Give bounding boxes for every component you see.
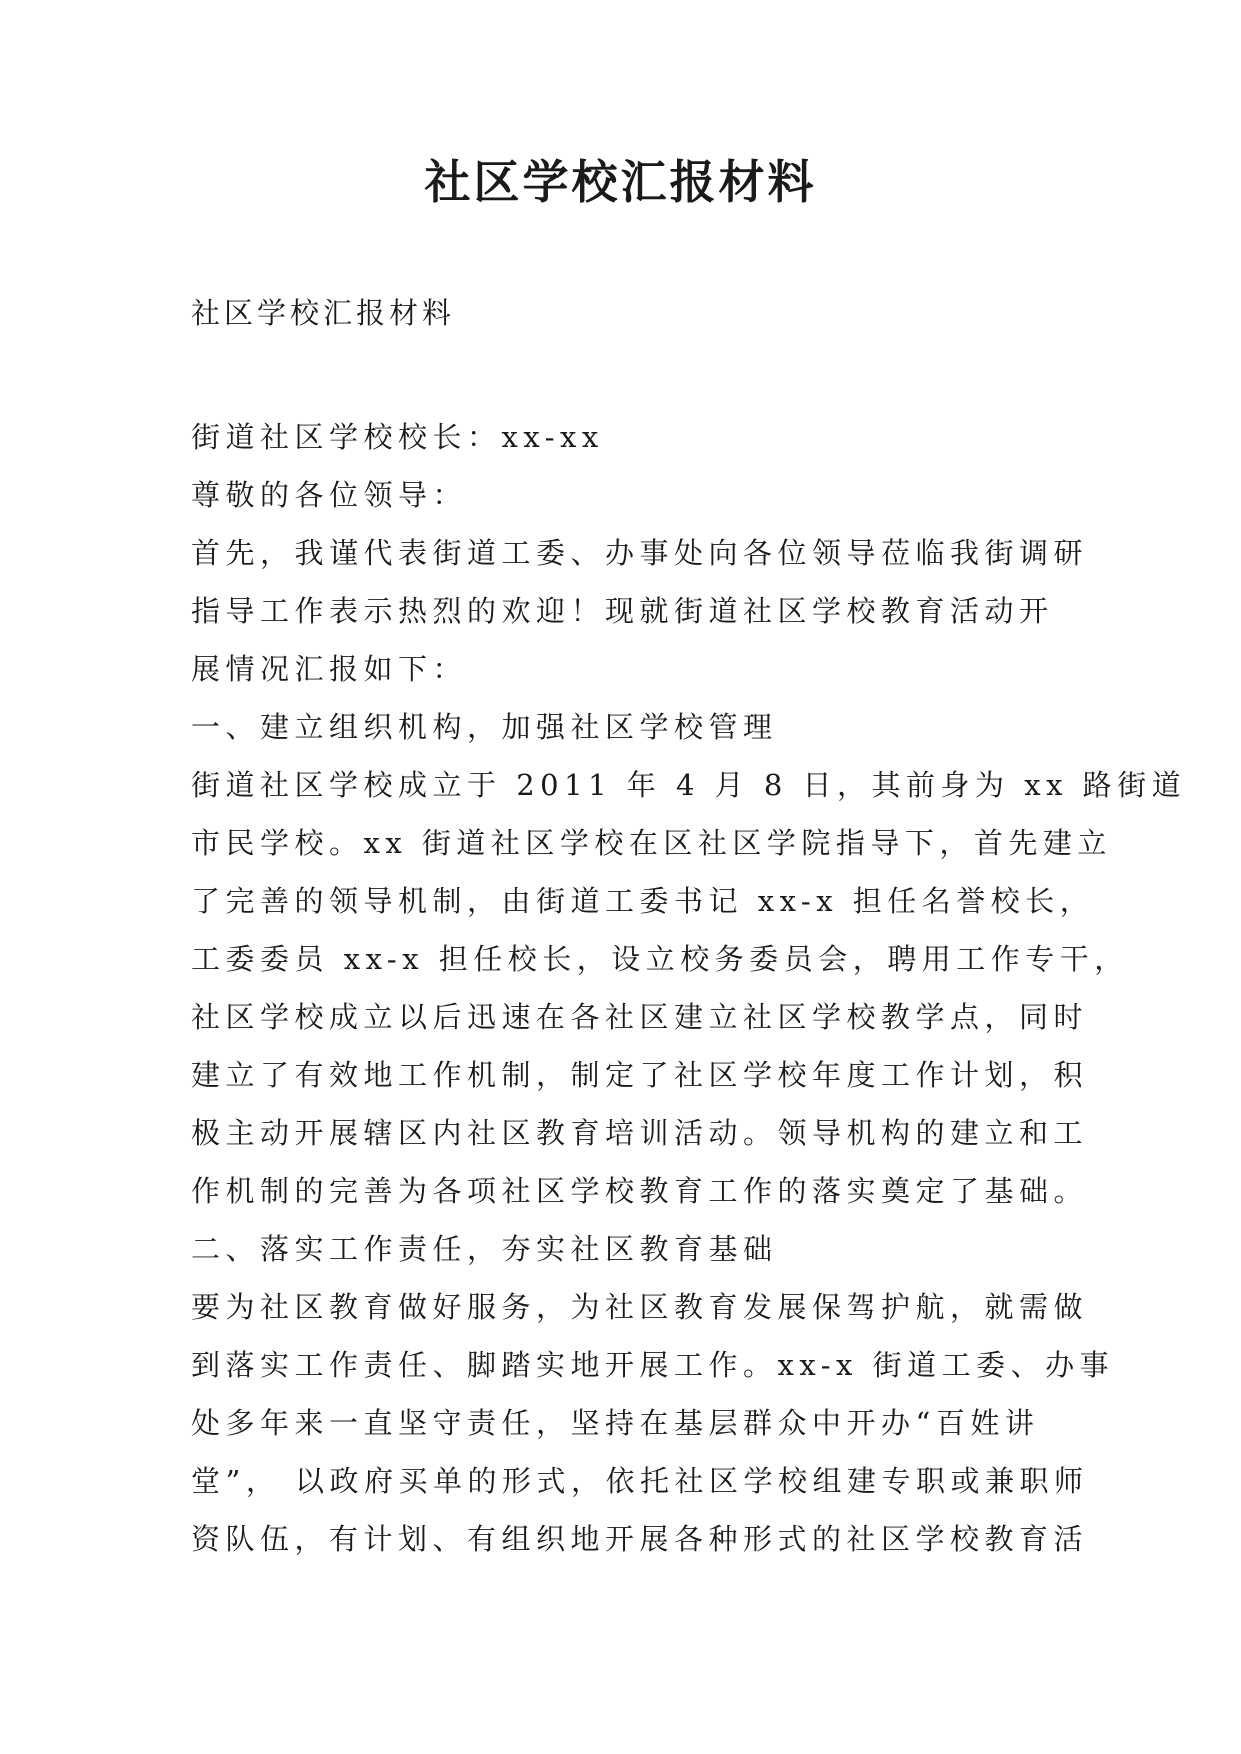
text-line: 作机制的完善为各项社区学校教育工作的落实奠定了基础。 — [191, 1174, 1089, 1208]
document-subtitle: 社区学校汇报材料 — [191, 296, 456, 330]
text-line: 社区学校成立以后迅速在各社区建立社区学校教学点，同时 — [191, 1000, 1089, 1034]
text-line: 首先，我谨代表街道工委、办事处向各位领导莅临我街调研 — [191, 536, 1089, 570]
text-line: 要为社区教育做好服务，为社区教育发展保驾护航，就需做 — [191, 1290, 1089, 1324]
text-line: 指导工作表示热烈的欢迎！现就街道社区学校教育活动开 — [191, 594, 1054, 628]
document-title: 社区学校汇报材料 — [424, 155, 817, 209]
text-line: 街道社区学校成立于 2011 年 4 月 8 日，其前身为 xx 路街道 — [191, 768, 1187, 802]
text-line: 工委委员 xx-x 担任校长，设立校务委员会，聘用工作专干， — [191, 942, 1129, 976]
section-heading: 一、建立组织机构，加强社区学校管理 — [191, 710, 778, 744]
text-line: 建立了有效地工作机制，制定了社区学校年度工作计划，积 — [191, 1058, 1089, 1092]
text-line: 极主动开展辖区内社区教育培训活动。领导机构的建立和工 — [191, 1116, 1089, 1150]
section-heading: 二、落实工作责任，夯实社区教育基础 — [191, 1232, 778, 1266]
text-line: 了完善的领导机制，由街道工委书记 xx-x 担任名誉校长， — [191, 884, 1095, 918]
text-line: 展情况汇报如下： — [191, 652, 468, 686]
document-body — [191, 408, 1187, 1568]
text-line: 尊敬的各位领导： — [191, 478, 468, 512]
text-line: 到落实工作责任、脚踏实地开展工作。xx-x 街道工委、办事 — [191, 1348, 1115, 1382]
text-line: 街道社区学校校长：xx-xx — [191, 420, 604, 454]
text-line: 资队伍，有计划、有组织地开展各种形式的社区学校教育活 — [191, 1522, 1089, 1556]
text-line: 市民学校。xx 街道社区学校在区社区学院指导下，首先建立 — [191, 826, 1112, 860]
text-line: 处多年来一直坚守责任，坚持在基层群众中开办“百姓讲 — [191, 1406, 1040, 1440]
text-line: 堂”， 以政府买单的形式，依托社区学校组建专职或兼职师 — [191, 1464, 1089, 1498]
